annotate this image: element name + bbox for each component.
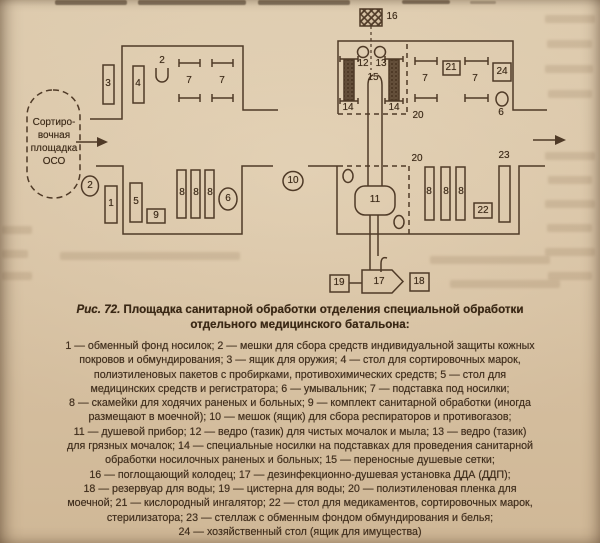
diagram-label-16: 16 (386, 11, 398, 22)
legend-line: полиэтиленовых пакетов с пробирками, противохимических средств; 5 — стол для (93, 368, 507, 381)
room-undressing-outline (90, 46, 278, 119)
legend-line: 8 — скамейки для ходячих раненых и больных; 9 — комплект санитарной обработки (иногда (69, 397, 531, 410)
diagram-label-8: 8 (443, 186, 449, 197)
legend-line: 1 — обменный фонд носилок; 2 — мешки для сбора средств индивидуальной защиты кожных (65, 340, 535, 352)
diagram-label-24: 24 (496, 66, 508, 77)
diagram-label-10: 10 (287, 175, 299, 186)
exit-arrow-icon (533, 135, 566, 145)
diagram-label-20: 20 (411, 153, 423, 164)
shower-heads-15 (367, 72, 382, 186)
legend-line: размещают в моечной); 10 — мешок (ящик) для сбора респираторов и противогазов; (88, 411, 512, 424)
water-pipes (370, 215, 387, 272)
diagram-label-22: 22 (477, 205, 489, 216)
figure-legend (10, 339, 590, 539)
diagram-label-15: 15 (367, 72, 379, 83)
bucket-13 (375, 47, 386, 58)
legend-line: стерилизатора; 23 — стеллаж с обменным фондом обмундирования и белья; (106, 511, 494, 524)
bucket-12 (358, 47, 369, 58)
figure-title-text: Площадка санитарной обработки отделения специальной обработки (120, 303, 524, 316)
clothes-rack-23 (499, 166, 510, 222)
legend-line: обработки носилочных раненых и больных; 15 — переносные душевые сетки; (105, 454, 495, 467)
figure-title (20, 302, 580, 332)
diagram-label-18: 18 (413, 276, 425, 287)
diagram-label-8: 8 (193, 187, 199, 198)
diagram-label-5: 5 (133, 196, 139, 207)
diagram-label-8: 8 (207, 187, 213, 198)
diagram-label-6: 6 (498, 107, 504, 118)
legend-line: 18 — резервуар для воды; 19 — цистерна для воды; 20 — полиэтиленовая пленка для (83, 482, 517, 495)
diagram-label-2: 2 (159, 55, 165, 66)
diagram-label-7: 7 (472, 73, 478, 84)
diagram-label-7: 7 (422, 73, 428, 84)
legend-line: для грязных мочалок; 14 — специальные носилки на подставках для проведения санитарной (66, 440, 534, 453)
sorting-area-label: Сортиро- вочная площадка ОСО (30, 117, 78, 167)
legend-line: моечной; 21 — кислородный ингалятор; 22 — стол для медикаментов, сортировочных марок, (67, 497, 533, 510)
diagram-label-1: 1 (108, 198, 114, 209)
legend-line: медицинских средств и регистратора; 6 — умывальник; 7 — подставка под носилки; (90, 382, 510, 395)
diagram-label-8: 8 (179, 187, 185, 198)
diagram-label-17: 17 (373, 276, 385, 287)
diagram-label-4: 4 (135, 78, 141, 89)
diagram-label-20: 20 (412, 110, 424, 121)
diagram-label-19: 19 (333, 277, 345, 288)
figure-number: Рис. 72. (76, 303, 121, 316)
diagram-label-23: 23 (498, 150, 510, 161)
diagram-label-11: 11 (369, 194, 381, 205)
washstand-6-upper (496, 92, 508, 106)
diagram-label-14: 14 (342, 102, 354, 113)
legend-line: 16 — поглощающий колодец; 17 — дезинфекционно-душевая установка ДДА (ДДП); (89, 468, 511, 481)
diagram-label-8: 8 (458, 186, 464, 197)
diagram-label-9: 9 (153, 210, 159, 221)
diagram-label-14: 14 (388, 102, 400, 113)
legend-line: 24 — хозяйственный стол (ящик для имущества) (178, 525, 422, 538)
diagram-label-13: 13 (375, 58, 387, 69)
diagram-label-2: 2 (87, 180, 93, 191)
diagram-label-6: 6 (225, 193, 231, 204)
legend-line: покровов и обмундирования; 3 — ящик для оружия; 4 — стол для сортировочных марок, (79, 354, 521, 367)
diagram-label-3: 3 (105, 78, 111, 89)
legend-line: 11 — душевой прибор; 12 — ведро (тазик) для чистых мочалок и мыла; 13 — ведро (тазик) (73, 425, 527, 438)
diagram-label-7: 7 (219, 75, 225, 86)
diagram-label-21: 21 (445, 62, 457, 73)
bag-2-upper (156, 68, 168, 82)
lower-block-walls (96, 166, 545, 234)
figure-title-line2: отдельного медицинского батальона: (190, 318, 410, 331)
diagram-label-7: 7 (186, 75, 192, 86)
diagram-label-8: 8 (426, 186, 432, 197)
diagram-label-12: 12 (357, 58, 369, 69)
